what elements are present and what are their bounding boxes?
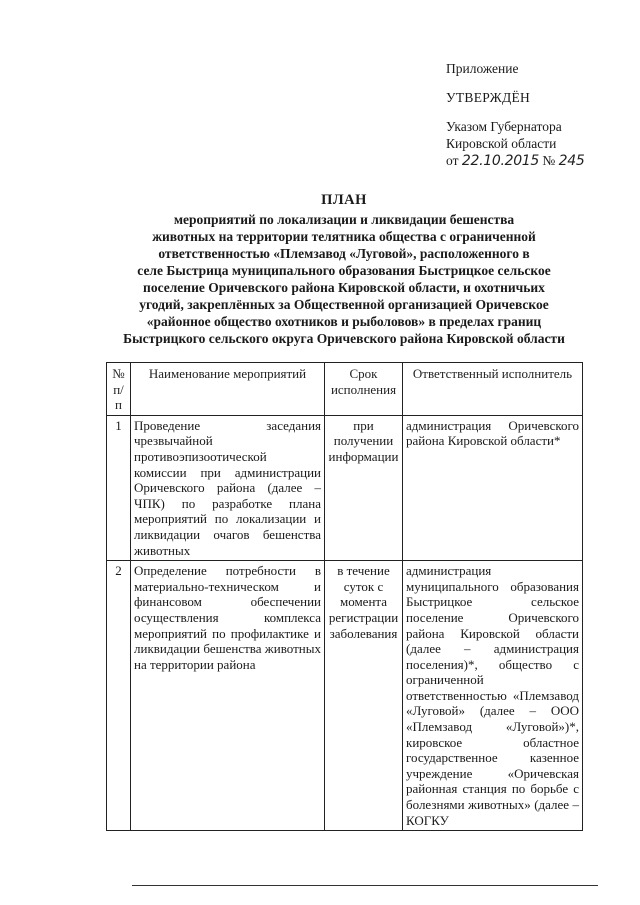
row-term: в течение суток с момента регистрации заболевания (325, 561, 403, 831)
number-prefix: № (542, 153, 556, 168)
approval-block (446, 60, 626, 170)
approved-label: УТВЕРЖДЁН (446, 90, 531, 105)
table-header-row (107, 363, 583, 416)
plan-heading: ПЛАН (321, 192, 367, 208)
row-num: 1 (107, 415, 131, 560)
row-responsible: администрация муниципального образования Быстрицкое сельское поселение Оричевского района Кировской области (далее – администрация поселения)*, общество с ограниченной ответственностью «Племзавод «Луговой» (далее – ООО «Племзавод «Луговой»)*, кировское областное государственное казенное учреждение «Оричевская районная станция по борьбе с болезнями животных» (далее – КОГКУ (403, 561, 583, 831)
plan-table (106, 362, 583, 831)
title-line: ответственностью «Племзавод «Луговой», расположенного в (158, 246, 530, 261)
table-row (107, 415, 583, 560)
date-number-line (446, 152, 626, 170)
title-line: Быстрицкого сельского округа Оричевского района Кировской области (123, 331, 565, 346)
row-activity: Определение потребности в материально-техническом и финансовом обеспечении осуществления комплекса мероприятий по профилактике и ликвидации бешенства животных на территории района (131, 561, 325, 831)
handwritten-date: 22.10.2015 (461, 153, 540, 169)
title-line: угодий, закреплённых за Общественной организацией Оричевское (139, 297, 549, 312)
title-line: селе Быстрица муниципального образования Быстрицкое сельское (137, 263, 551, 278)
document-title (100, 192, 588, 347)
header-responsible: Ответственный исполнитель (403, 363, 583, 416)
title-line: мероприятий по локализации и ликвидации бешенства (173, 212, 515, 227)
decree-line-1: Указом Губернатора (446, 119, 562, 134)
row-num: 2 (107, 561, 131, 831)
title-line: «районное общество охотников и рыболовов» в пределах границ (146, 314, 542, 329)
header-term: Срок исполнения (325, 363, 403, 416)
title-line: животных на территории телятника общества с ограниченной (152, 229, 536, 244)
row-activity: Проведение заседания чрезвычайной противоэпизоотической комиссии при администрации Оричевского района (далее – ЧПК) по разработке плана мероприятий по локализации и ликвидации очагов бешенства животных (131, 415, 325, 560)
decree-line-2: Кировской области (446, 136, 557, 151)
table-row (107, 561, 583, 831)
title-line: поселение Оричевского района Кировской области, и охотничьих (143, 280, 545, 295)
handwritten-number: 245 (558, 153, 585, 169)
date-prefix: от (446, 153, 459, 168)
row-term: при получении информации (325, 415, 403, 560)
bottom-divider (132, 885, 598, 886)
header-num: № п/п (107, 363, 131, 416)
header-activity: Наименование мероприятий (131, 363, 325, 416)
row-responsible: администрация Оричевского района Кировской области* (403, 415, 583, 560)
appendix-label: Приложение (446, 61, 519, 76)
